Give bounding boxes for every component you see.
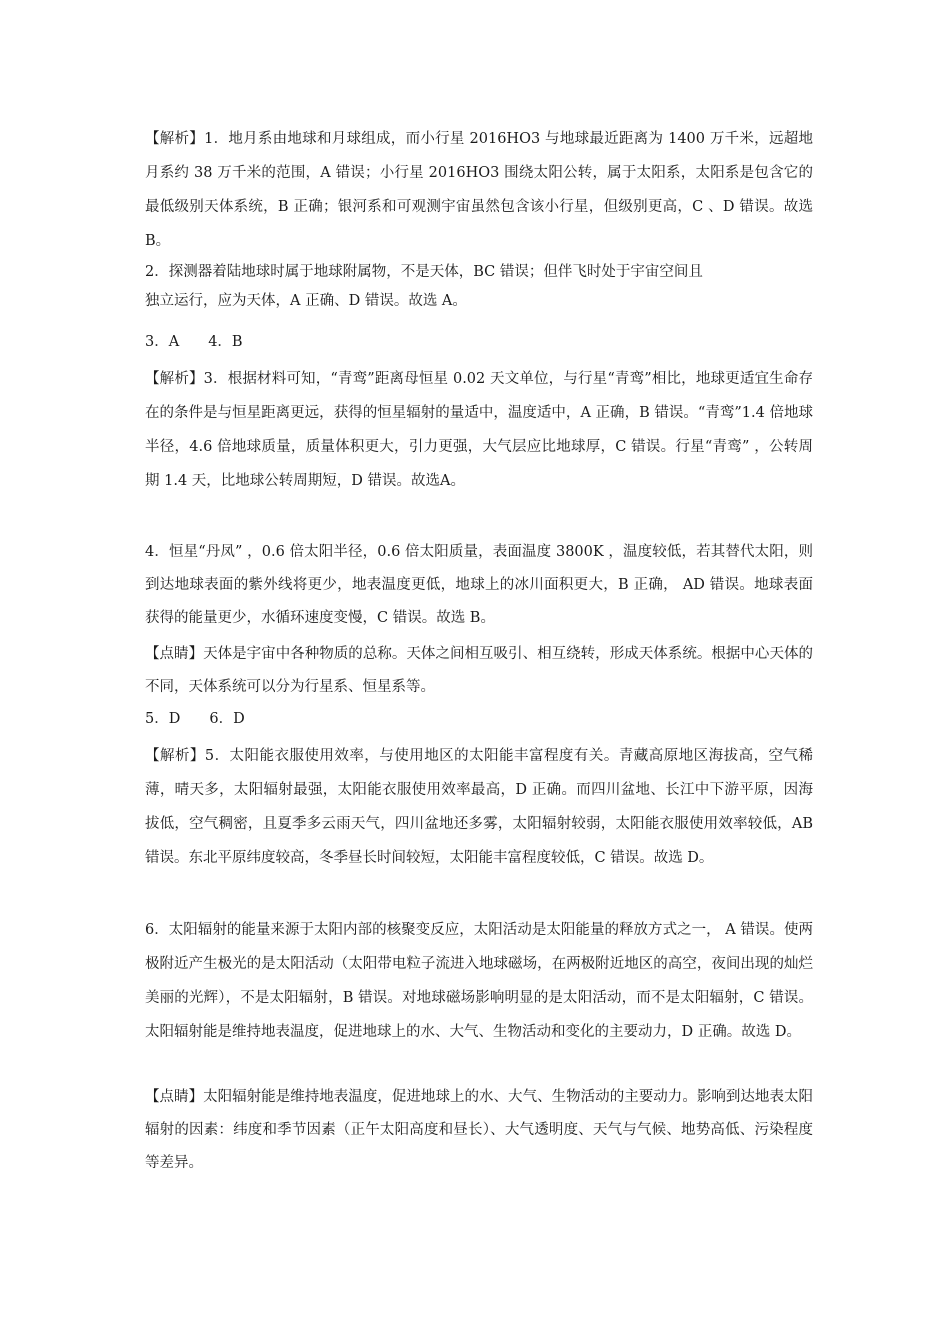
explanation-q1: 【解析】1．地月系由地球和月球组成，而小行星 2016HO3 与地球最近距离为 1400 万千米，远超地月系约 38 万千米的范围，A 错误；小行星 2016HO3 围绕太阳公转，属于太阳系，太阳系是包含它的最低级别天体系统，B 正确；银河系和可观测宇宙虽然包含该小行星，但级别更高，C 、D 错误。故选 B。 (145, 131, 813, 249)
answers-q5-q6: 5．D 6．D (145, 711, 245, 727)
answers-q3-q4: 3．A 4．B (145, 334, 243, 350)
explanation-q3: 【解析】3．根据材料可知，“青鸾”距离母恒星 0.02 天文单位，与行星“青鸾”相比，地球更适宜生命存在的条件是与恒星距离更远，获得的恒星辐射的量适中，温度适中，A 正确，B 错误。“青鸾”1.4 倍地球半径，4.6 倍地球质量，质量体积更大，引力更强，大气层应比地球厚，C 错误。行星“青鸾” ，公转周期 1.4 天，比地球公转周期短，D 错误。故选A。 (145, 371, 813, 489)
key-point-1: 【点睛】天体是宇宙中各种物质的总称。天体之间相互吸引、相互绕转，形成天体系统。根据中心天体的不同，天体系统可以分为行星系、恒星系等。 (145, 646, 813, 695)
explanation-q2-line2: 独立运行，应为天体，A 正确、D 错误。故选 A。 (145, 293, 467, 309)
key-point-2: 【点睛】太阳辐射能是维持地表温度，促进地球上的水、大气、生物活动的主要动力。影响到达地表太阳辐射的因素：纬度和季节因素（正午太阳高度和昼长）、大气透明度、天气与气候、地势高低、污染程度等差异。 (145, 1089, 813, 1171)
explanation-q4: 4．恒星“丹凤” ，0.6 倍太阳半径，0.6 倍太阳质量，表面温度 3800K ，温度较低，若其替代太阳，则到达地球表面的紫外线将更少，地表温度更低，地球上的冰川面积更大，B 正确， AD 错误。地球表面获得的能量更少，水循环速度变慢，C 错误。故选 B。 (145, 544, 813, 626)
explanation-q5: 【解析】5．太阳能衣服使用效率，与使用地区的太阳能丰富程度有关。青藏高原地区海拔高，空气稀薄，晴天多，太阳辐射最强，太阳能衣服使用效率最高，D 正确。而四川盆地、长江中下游平原，因海拔低，空气稠密，且夏季多云雨天气，四川盆地还多雾，太阳辐射较弱，太阳能衣服使用效率较低，AB 错误。东北平原纬度较高，冬季昼长时间较短，太阳能丰富程度较低，C 错误。故选 D。 (145, 748, 813, 866)
explanation-q6: 6．太阳辐射的能量来源于太阳内部的核聚变反应，太阳活动是太阳能量的释放方式之一， A 错误。使两极附近产生极光的是太阳活动（太阳带电粒子流进入地球磁场，在两极附近地区的高空，夜间出现的灿烂美丽的光辉），不是太阳辐射，B 错误。对地球磁场影响明显的是太阳活动，而不是太阳辐射，C 错误。太阳辐射能是维持地表温度，促进地球上的水、大气、生物活动和变化的主要动力，D 正确。故选 D。 (145, 922, 813, 1040)
explanation-q2-line1: 2．探测器着陆地球时属于地球附属物，不是天体，BC 错误；但伴飞时处于宇宙空间且 (145, 264, 703, 280)
